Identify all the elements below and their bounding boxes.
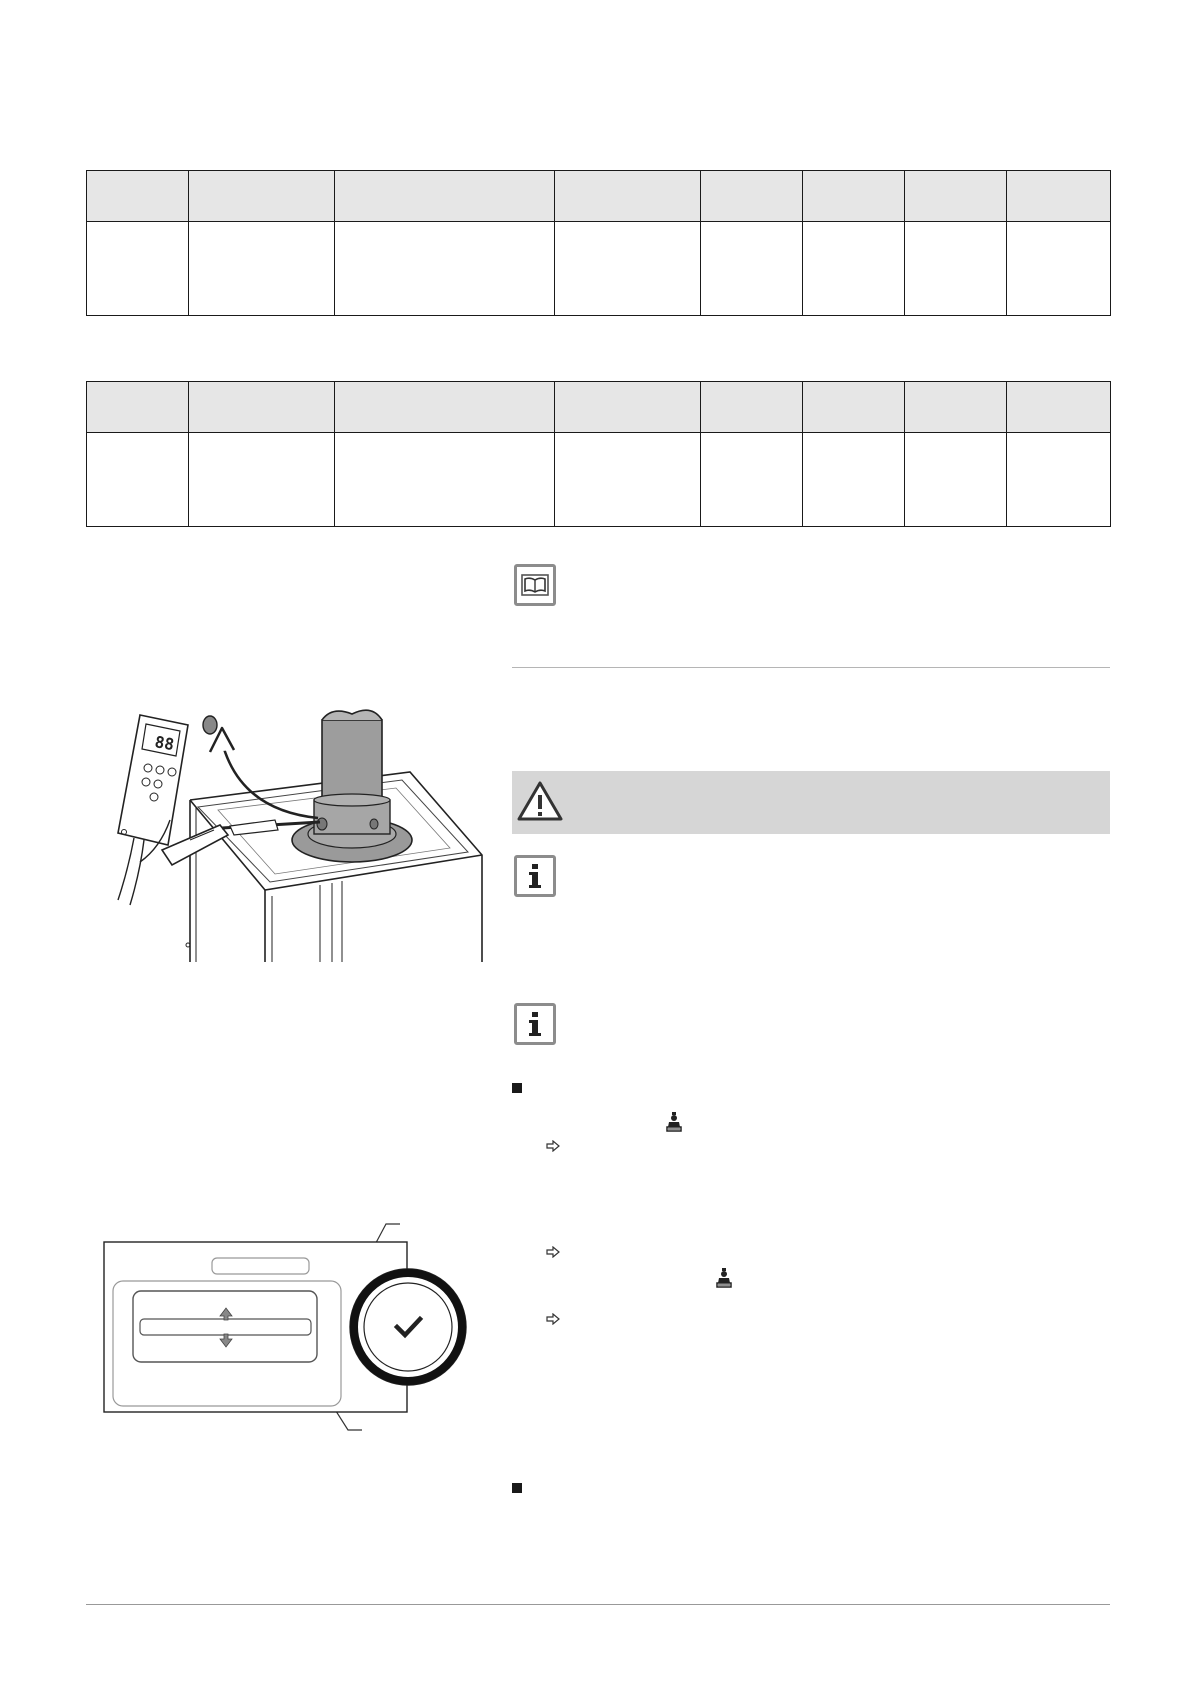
table-cell: [905, 433, 1007, 527]
table-header-cell: [87, 382, 189, 433]
result-arrow-icon: [546, 1313, 560, 1325]
table-header-cell: [701, 171, 803, 222]
warning-triangle-icon: [517, 780, 563, 822]
control-panel-illustration: [100, 1218, 485, 1448]
book-icon: [514, 564, 556, 606]
table-header-row: [87, 382, 1111, 433]
info-icon: [514, 855, 556, 897]
table-header-cell: [1007, 171, 1111, 222]
footer-divider: [86, 1604, 1110, 1605]
section-divider: [512, 667, 1110, 668]
table-cell: [905, 222, 1007, 316]
table-cell: [803, 433, 905, 527]
table-cell: [803, 222, 905, 316]
table-cell: [87, 222, 189, 316]
table-header-cell: [905, 382, 1007, 433]
table-cell: [701, 433, 803, 527]
table-row: [87, 222, 1111, 316]
result-arrow-icon: [546, 1246, 560, 1258]
chimney-sweep-icon: [715, 1268, 733, 1288]
table-cell: [701, 222, 803, 316]
table-header-cell: [905, 171, 1007, 222]
table-header-cell: [335, 171, 555, 222]
table-cell: [335, 433, 555, 527]
table-header-cell: [555, 171, 701, 222]
table-cell: [555, 433, 701, 527]
procedure-bullet: [512, 1483, 522, 1493]
table-header-cell: [189, 171, 335, 222]
table-header-cell: [555, 382, 701, 433]
table-header-cell: [803, 171, 905, 222]
table-header-cell: [1007, 382, 1111, 433]
table-row: [87, 433, 1111, 527]
table-header-cell: [87, 171, 189, 222]
flue-gas-analyser-illustration: [110, 700, 485, 962]
table-cell: [555, 222, 701, 316]
warning-banner: [512, 771, 1110, 834]
svg-text:88: 88: [153, 732, 176, 755]
result-arrow-icon: [546, 1140, 560, 1152]
table-header-cell: [335, 382, 555, 433]
table-header-row: [87, 171, 1111, 222]
table-cell: [189, 433, 335, 527]
table-cell: [1007, 222, 1111, 316]
table-cell: [335, 222, 555, 316]
procedure-bullet: [512, 1083, 522, 1093]
table-header-cell: [701, 382, 803, 433]
table-cell: [189, 222, 335, 316]
table-cell: [1007, 433, 1111, 527]
info-icon: [514, 1003, 556, 1045]
spec-table-1: [86, 170, 1111, 316]
chimney-sweep-icon: [665, 1112, 683, 1132]
table-header-cell: [803, 382, 905, 433]
table-cell: [87, 433, 189, 527]
spec-table-2: [86, 381, 1111, 527]
table-header-cell: [189, 382, 335, 433]
